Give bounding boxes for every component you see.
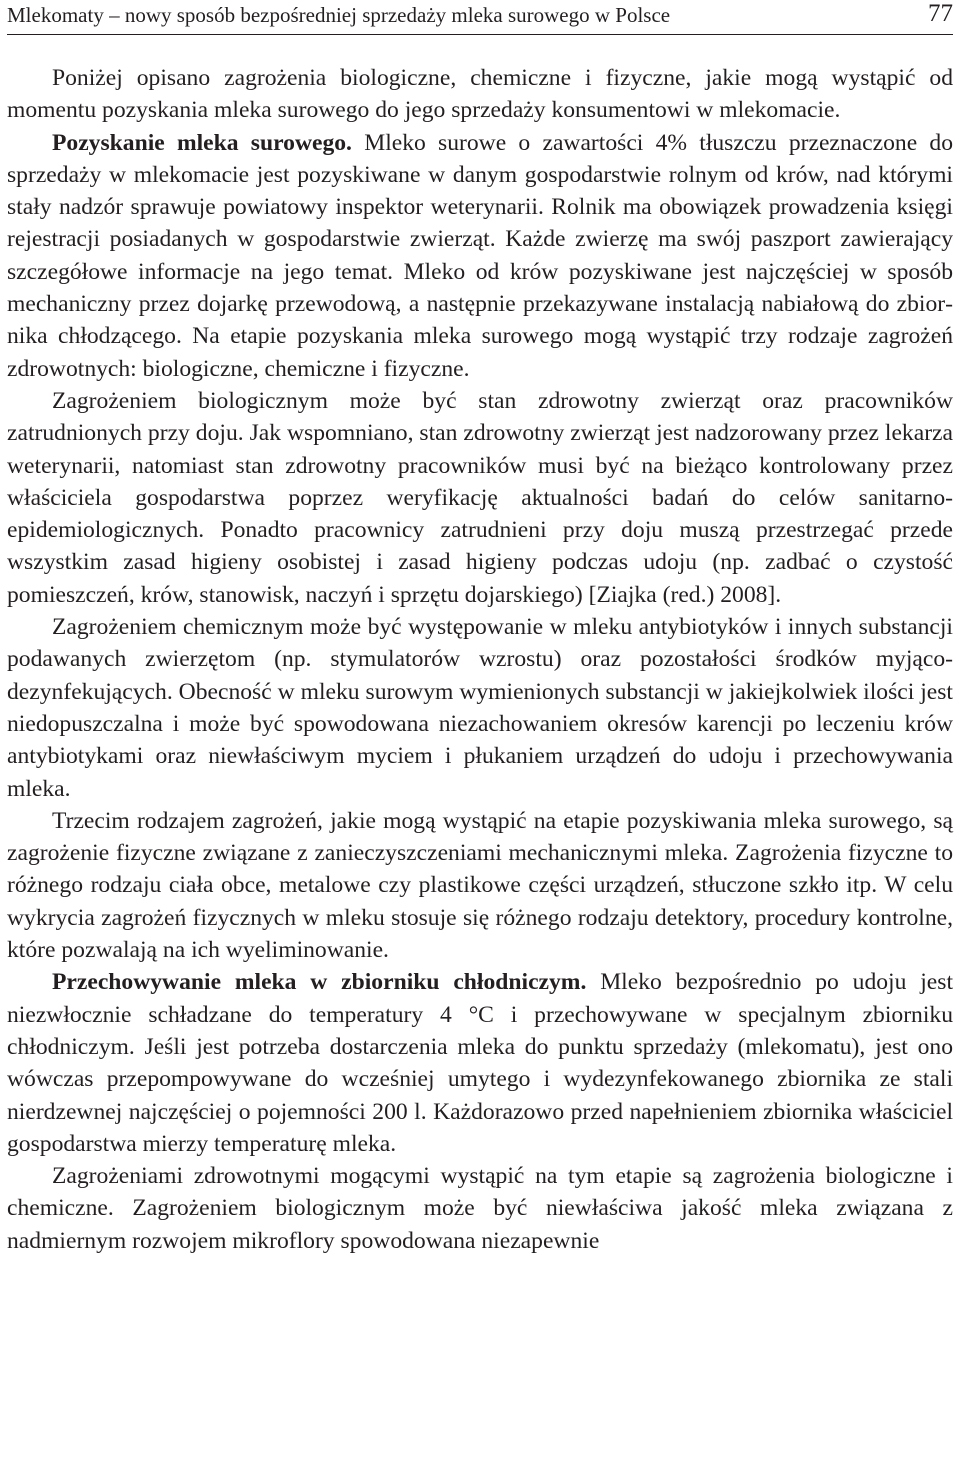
paragraph-physical-hazards [7, 805, 953, 966]
paragraph-intro [7, 62, 953, 127]
running-title: Mlekomaty – nowy sposób bezpośredniej sprzedaży mleka surowego w Polsce [7, 3, 671, 27]
paragraph-text: Zagrożeniami zdrowotnymi mogącymi wystąpić na tym etapie są zagrożenia biologiczne i chemiczne. Zagrożeniem biologicznym może być niewłaściwa jakość mleka związana z nadmiernym rozwojem mikroflory spowodowana niezapewnie [7, 1163, 953, 1254]
paragraph-text: Zagrożeniem biologicznym może być stan zdrowotny zwierząt oraz pracowników zatrudnionych przy doju. Jak wspomniano, stan zdrowotny zwierząt jest nadzorowany przez lekarza weterynarii, natomiast stan zdrowotny pracowników musi być na bieżąco kontrolowany przez właściciela gospodarstwa poprzez weryfikację aktualności badań do celów sanitarno-epidemiologicznych. Ponadto pracownicy zatrudnieni przy doju muszą przestrzegać przede wszystkim zasad higieny osobistej i zasad higieny podczas udoju (np. zadbać o czystość pomieszczeń, krów, stanowisk, naczyń i sprzętu dojarskiego) [Ziajka (red.) 2008]. [7, 387, 953, 608]
section-heading-cooling-tank: Przechowywanie mleka w zbiorniku chłodniczym. [52, 969, 587, 996]
page-header [7, 0, 953, 35]
paragraph-storage-hazards [7, 1160, 953, 1257]
page-number: 77 [928, 0, 953, 27]
paragraph-biological-hazards [7, 385, 953, 611]
section-heading-milk-acquisition: Pozyskanie mleka surowego. [52, 129, 352, 156]
paragraph-text: Zagrożeniem chemicznym może być występowanie w mleku antybiotyków i innych substancji podawanych zwierzętom (np. stymulatorów wzrostu) oraz pozostałości środków myjąco-dezynfekujących. Obecność w mleku surowym wymienionych substancji w jakiejkolwiek ilości jest niedopuszczalna i może być spowodowana niezachowaniem okresów karencji po leczeniu krów antybiotykami oraz niewłaściwym myciem i płukaniem urządzeń do udoju i przechowywania mleka. [7, 614, 953, 802]
paragraph-text: Mleko bezpośrednio po udoju jest niezwłocznie schładzane do temperatury 4 °C i przechowywane w specjalnym zbiorniku chłodniczym. Jeśli jest potrzeba dostarczenia mleka do punktu sprzedaży (mlekomatu), jest ono wówczas przepompowywane do wcześniej umytego i wydezynfekowanego zbiornika ze stali nierdzewnej najczęściej o pojemności 200 l. Każdorazowo przed napełnieniem zbiornika właściciel gospodarstwa mierzy temperaturę mleka. [7, 969, 954, 1157]
paragraph-cooling-tank-storage [7, 966, 953, 1160]
paragraph-text: Mleko surowe o zawartości 4% tłuszczu przeznaczone do sprzedaży w mlekomacie jest pozyskiwane w danym gospodarstwie rolnym od krów, nad którymi stały nadzór sprawuje powiatowy inspektor weterynarii. Rolnik ma obowiązek prowadzenia księgi rejestracji posiadanych w gospodarstwie zwierząt. Każde zwierzę ma swój paszport zawierający szczegółowe informacje na jego temat. Mleko od krów pozyskiwane jest najczęściej w sposób mechaniczny przez dojarkę przewodową, a następnie przekazywane instalacją nabiałową do zbiornika chłodzącego. Na etapie pozyskania mleka surowego mogą wystąpić trzy rodzaje zagrożeń zdrowotnych: biologiczne, chemiczne i fizyczne. [7, 129, 954, 382]
paragraph-milk-acquisition [7, 127, 953, 385]
paragraph-text: Trzecim rodzajem zagrożeń, jakie mogą wystąpić na etapie pozyskiwania mleka surowego, są zagrożenie fizyczne związane z zanieczyszczeniami mechanicznymi mleka. Zagrożenia fizyczne to różnego rodzaju ciała obce, metalowe czy plastikowe części urządzeń, stłuczone szkło itp. W celu wykrycia zagrożeń fizycznych w mleku stosuje się różnego rodzaju detektory, procedury kontrolne, które pozwalają na ich wyeliminowanie. [7, 807, 953, 964]
paragraph-chemical-hazards [7, 611, 953, 805]
paragraph-text: Poniżej opisano zagrożenia biologiczne, chemiczne i fizyczne, jakie mogą wystąpić od momentu pozyskania mleka surowego do jego sprzedaży konsumentowi w mlekomacie. [7, 65, 953, 124]
body-text [7, 62, 953, 1257]
